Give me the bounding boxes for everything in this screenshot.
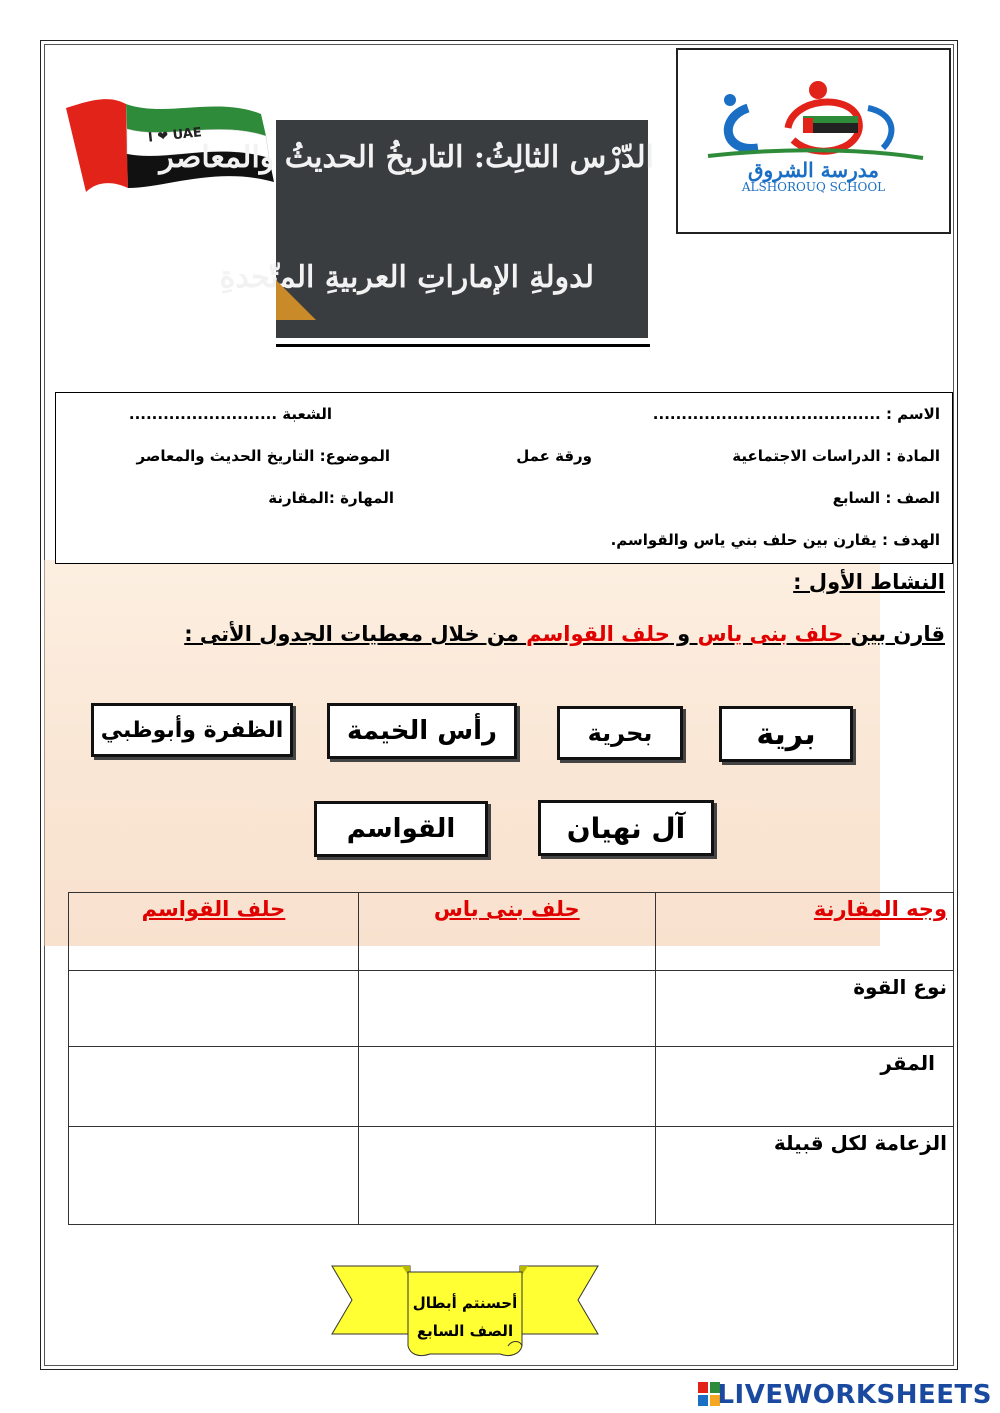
- answer-cell-bani-yas-hq[interactable]: [358, 1047, 655, 1127]
- table-row: [69, 971, 954, 1047]
- row-label-power-type: نوع القوة: [655, 971, 953, 1047]
- goal-label: الهدف : يقارن بين حلف بني ياس والقواسم.: [610, 531, 940, 549]
- answer-cell-bani-yas-power[interactable]: [358, 971, 655, 1047]
- activity-title: النشاط الأول :: [793, 570, 945, 594]
- word-card-sea[interactable]: بحرية: [557, 706, 683, 760]
- title-underline: [276, 344, 650, 347]
- banner-ribbon-icon: [330, 1262, 600, 1362]
- worksheet-label: ورقة عمل: [516, 447, 592, 465]
- topic-label: الموضوع: التاريخ الحديث والمعاصر: [136, 447, 390, 465]
- board-corner-decoration: [276, 280, 316, 320]
- table-row: [69, 1127, 954, 1225]
- answer-cell-qawasim-leadership[interactable]: [69, 1127, 359, 1225]
- word-card-land[interactable]: برية: [719, 706, 853, 762]
- word-card-ras-al-khaimah[interactable]: رأس الخيمة: [327, 703, 517, 759]
- header-qawasim: حلف القواسم: [69, 893, 359, 971]
- header-bani-yas: حلف بنى ياس: [358, 893, 655, 971]
- name-field[interactable]: الاسم : ........................................: [652, 405, 940, 423]
- subject-label: المادة : الدراسات الاجتماعية: [732, 447, 940, 465]
- banner-line1: أحسنتم أبطال: [412, 1294, 518, 1312]
- school-logo-box: [676, 48, 951, 234]
- grade-label: الصف : السابع: [832, 489, 940, 507]
- word-card-al-nahyan[interactable]: آل نهيان: [538, 800, 714, 856]
- instruction-red2: حلف القواسم: [526, 622, 670, 646]
- footer-brand[interactable]: LIVEWORKSHEETS: [717, 1380, 992, 1410]
- instruction-part2: و: [669, 622, 698, 646]
- row-label-headquarters: المقر: [655, 1047, 953, 1127]
- instruction-part1: قارن بين: [843, 622, 945, 646]
- lesson-title-line1: الدّرْس الثالِثُ: التاريخُ الحديثُ والمعاصر: [159, 140, 654, 175]
- word-card-qawasim[interactable]: القواسم: [314, 801, 488, 857]
- table-row: [69, 1047, 954, 1127]
- answer-cell-qawasim-power[interactable]: [69, 971, 359, 1047]
- table-header-row: [69, 893, 954, 971]
- activity-instruction: [184, 622, 945, 646]
- praise-banner: [330, 1262, 600, 1362]
- row-label-leadership: الزعامة لكل قبيلة: [655, 1127, 953, 1225]
- answer-cell-qawasim-hq[interactable]: [69, 1047, 359, 1127]
- flag-text: I ❤ UAE: [147, 125, 203, 146]
- student-info-box: [55, 392, 953, 564]
- instruction-red1: حلف بنى ياس: [697, 622, 844, 646]
- banner-line2: الصف السابع: [416, 1322, 514, 1340]
- comparison-table: [68, 892, 954, 1225]
- skill-label: المهارة :المقارنة: [268, 489, 394, 507]
- lesson-title-line2: لدولةِ الإماراتِ العربيةِ المتّحدةِ: [219, 260, 594, 295]
- section-field[interactable]: الشعبة ..........................: [128, 405, 332, 423]
- school-name-english: ALSHOROUQ SCHOOL: [741, 180, 886, 194]
- header-comparison-aspect: وجه المقارنة: [655, 893, 953, 971]
- instruction-part3: من خلال معطيات الجدول الأتى :: [184, 622, 527, 646]
- school-logo-icon: [708, 78, 923, 168]
- school-name-arabic: مدرسة الشروق: [747, 158, 879, 182]
- word-card-dhafra-abudhabi[interactable]: الظفرة وأبوظبي: [91, 703, 293, 757]
- answer-cell-bani-yas-leadership[interactable]: [358, 1127, 655, 1225]
